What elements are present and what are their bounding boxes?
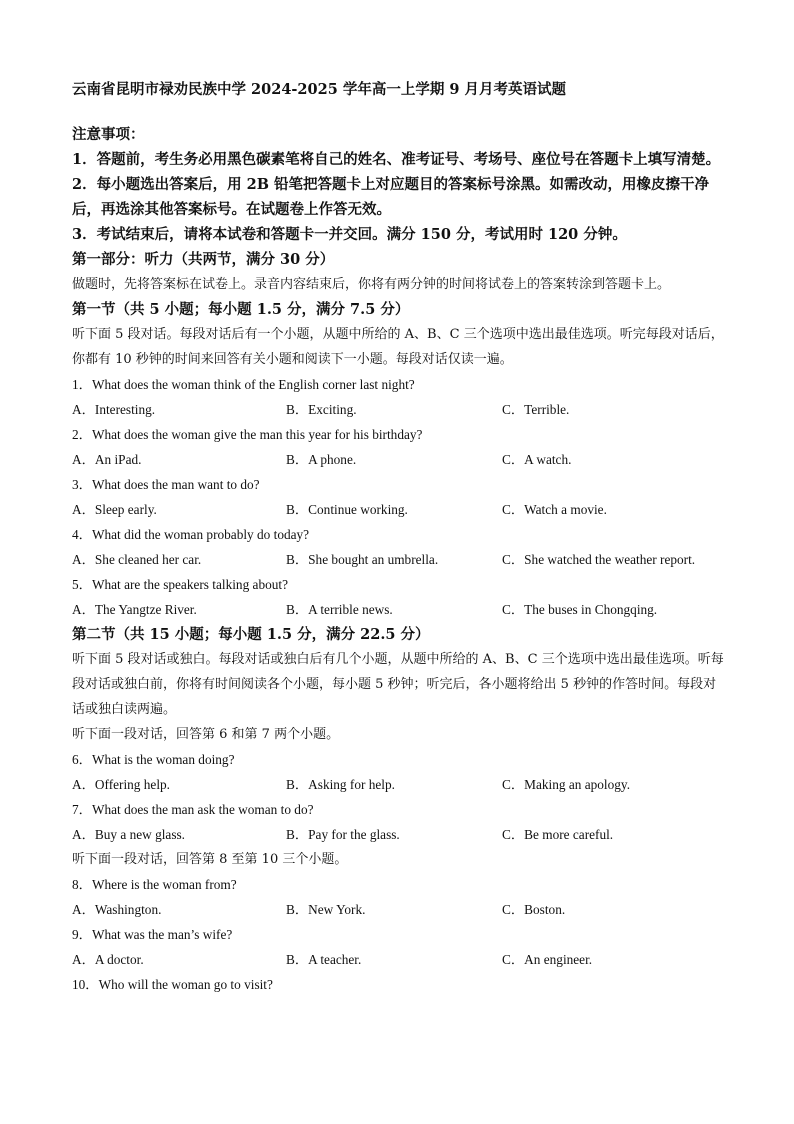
- options-row: [72, 547, 724, 572]
- options-row: [72, 397, 724, 422]
- notice-heading: 注意事项：: [72, 126, 145, 143]
- option-b: B．She bought an umbrella.: [286, 552, 439, 567]
- option-b: B．A phone.: [286, 452, 357, 467]
- option-b: B．Pay for the glass.: [286, 827, 400, 842]
- option-a: A．She cleaned her car.: [72, 552, 202, 567]
- notice-item-3: 3．考试结束后，请将本试卷和答题卡一并交回。满分 150 分，考试用时 120 分钟。: [72, 226, 627, 243]
- options-row: [72, 947, 724, 972]
- exam-page: [72, 72, 724, 997]
- question-text: 3．What does the man want to do?: [72, 477, 260, 492]
- option-b: B．A teacher.: [286, 952, 362, 967]
- question-block-2: [72, 422, 724, 472]
- option-b: B．Asking for help.: [286, 777, 395, 792]
- notice-item-2: 2．每小题选出答案后，用 2B 铅笔把答题卡上对应题目的答案标号涂黑。如需改动，用橡皮擦干净后，再选涂其他答案标号。在试题卷上作答无效。: [72, 176, 710, 218]
- option-a: A．The Yangtze River.: [72, 602, 197, 617]
- option-a: A．A doctor.: [72, 952, 144, 967]
- options-row: [72, 822, 724, 847]
- option-c: C．An engineer.: [502, 952, 593, 967]
- group1-note: 听下面一段对话，回答第 6 和第 7 两个小题。: [72, 727, 340, 742]
- question-text: 7．What does the man ask the woman to do?: [72, 802, 314, 817]
- option-a: A．Buy a new glass.: [72, 827, 186, 842]
- options-row: [72, 597, 724, 622]
- question-text: 8．Where is the woman from?: [72, 877, 237, 892]
- part1-heading: 第一部分：听力（共两节，满分 30 分）: [72, 251, 335, 268]
- question-text: 6．What is the woman doing?: [72, 752, 235, 767]
- exam-title: 云南省昆明市禄劝民族中学 2024-2025 学年高一上学期 9 月月考英语试题: [72, 81, 567, 98]
- option-a: A．Washington.: [72, 902, 162, 917]
- section2-heading: 第二节（共 15 小题；每小题 1.5 分，满分 22.5 分）: [72, 626, 430, 643]
- section1-instructions: 听下面 5 段对话。每段对话后有一个小题，从题中所给的 A、B、C 三个选项中选出最佳选项。听完每段对话后，你都有 10 秒钟的时间来回答有关小题和阅读下一小题。每段对话仅读一遍。: [72, 327, 724, 367]
- option-c: C．The buses in Chongqing.: [502, 602, 658, 617]
- options-row: [72, 772, 724, 797]
- option-c: C．She watched the weather report.: [502, 552, 696, 567]
- option-b: B．Continue working.: [286, 502, 408, 517]
- option-c: C．Boston.: [502, 902, 566, 917]
- option-c: C．Watch a movie.: [502, 502, 607, 517]
- question-10-text: 10．Who will the woman go to visit?: [72, 977, 273, 992]
- question-text: 2．What does the woman give the man this year for his birthday?: [72, 427, 423, 442]
- option-c: C．Be more careful.: [502, 827, 614, 842]
- option-c: C．Terrible.: [502, 402, 570, 417]
- option-b: B．Exciting.: [286, 402, 357, 417]
- option-a: A．Offering help.: [72, 777, 170, 792]
- section2-instructions: 听下面 5 段对话或独白。每段对话或独白后有几个小题，从题中所给的 A、B、C 三个选项中选出最佳选项。听每段对话或独白前，你将有时间阅读各个小题，每小题 5 秒钟；听完后，各小题将给出 5 秒钟的作答时间。每段对话或独白读两遍。: [72, 652, 724, 717]
- question-text: 9．What was the man’s wife?: [72, 927, 233, 942]
- part1-intro: 做题时，先将答案标在试卷上。录音内容结束后，你将有两分钟的时间将试卷上的答案转涂到答题卡上。: [72, 277, 671, 292]
- option-b: B．A terrible news.: [286, 602, 393, 617]
- notice-block: [72, 122, 724, 247]
- question-block-9: [72, 922, 724, 972]
- question-text: 5．What are the speakers talking about?: [72, 577, 288, 592]
- option-b: B．New York.: [286, 902, 366, 917]
- question-text: 1．What does the woman think of the English corner last night?: [72, 377, 415, 392]
- group2-note: 听下面一段对话，回答第 8 至第 10 三个小题。: [72, 852, 348, 867]
- option-a: A．Sleep early.: [72, 502, 157, 517]
- notice-item-1: 1．答题前，考生务必用黑色碳素笔将自己的姓名、准考证号、考场号、座位号在答题卡上填写清楚。: [72, 151, 721, 168]
- options-row: [72, 497, 724, 522]
- question-block-4: [72, 522, 724, 572]
- option-a: A．An iPad.: [72, 452, 142, 467]
- options-row: [72, 447, 724, 472]
- question-block-1: [72, 372, 724, 422]
- question-block-7: [72, 797, 724, 847]
- question-block-5: [72, 572, 724, 622]
- question-text: 4．What did the woman probably do today?: [72, 527, 310, 542]
- question-block-6: [72, 747, 724, 797]
- section1-heading: 第一节（共 5 小题；每小题 1.5 分，满分 7.5 分）: [72, 301, 410, 318]
- options-row: [72, 897, 724, 922]
- option-c: C．Making an apology.: [502, 777, 631, 792]
- question-block-3: [72, 472, 724, 522]
- option-c: C．A watch.: [502, 452, 572, 467]
- question-block-8: [72, 872, 724, 922]
- option-a: A．Interesting.: [72, 402, 156, 417]
